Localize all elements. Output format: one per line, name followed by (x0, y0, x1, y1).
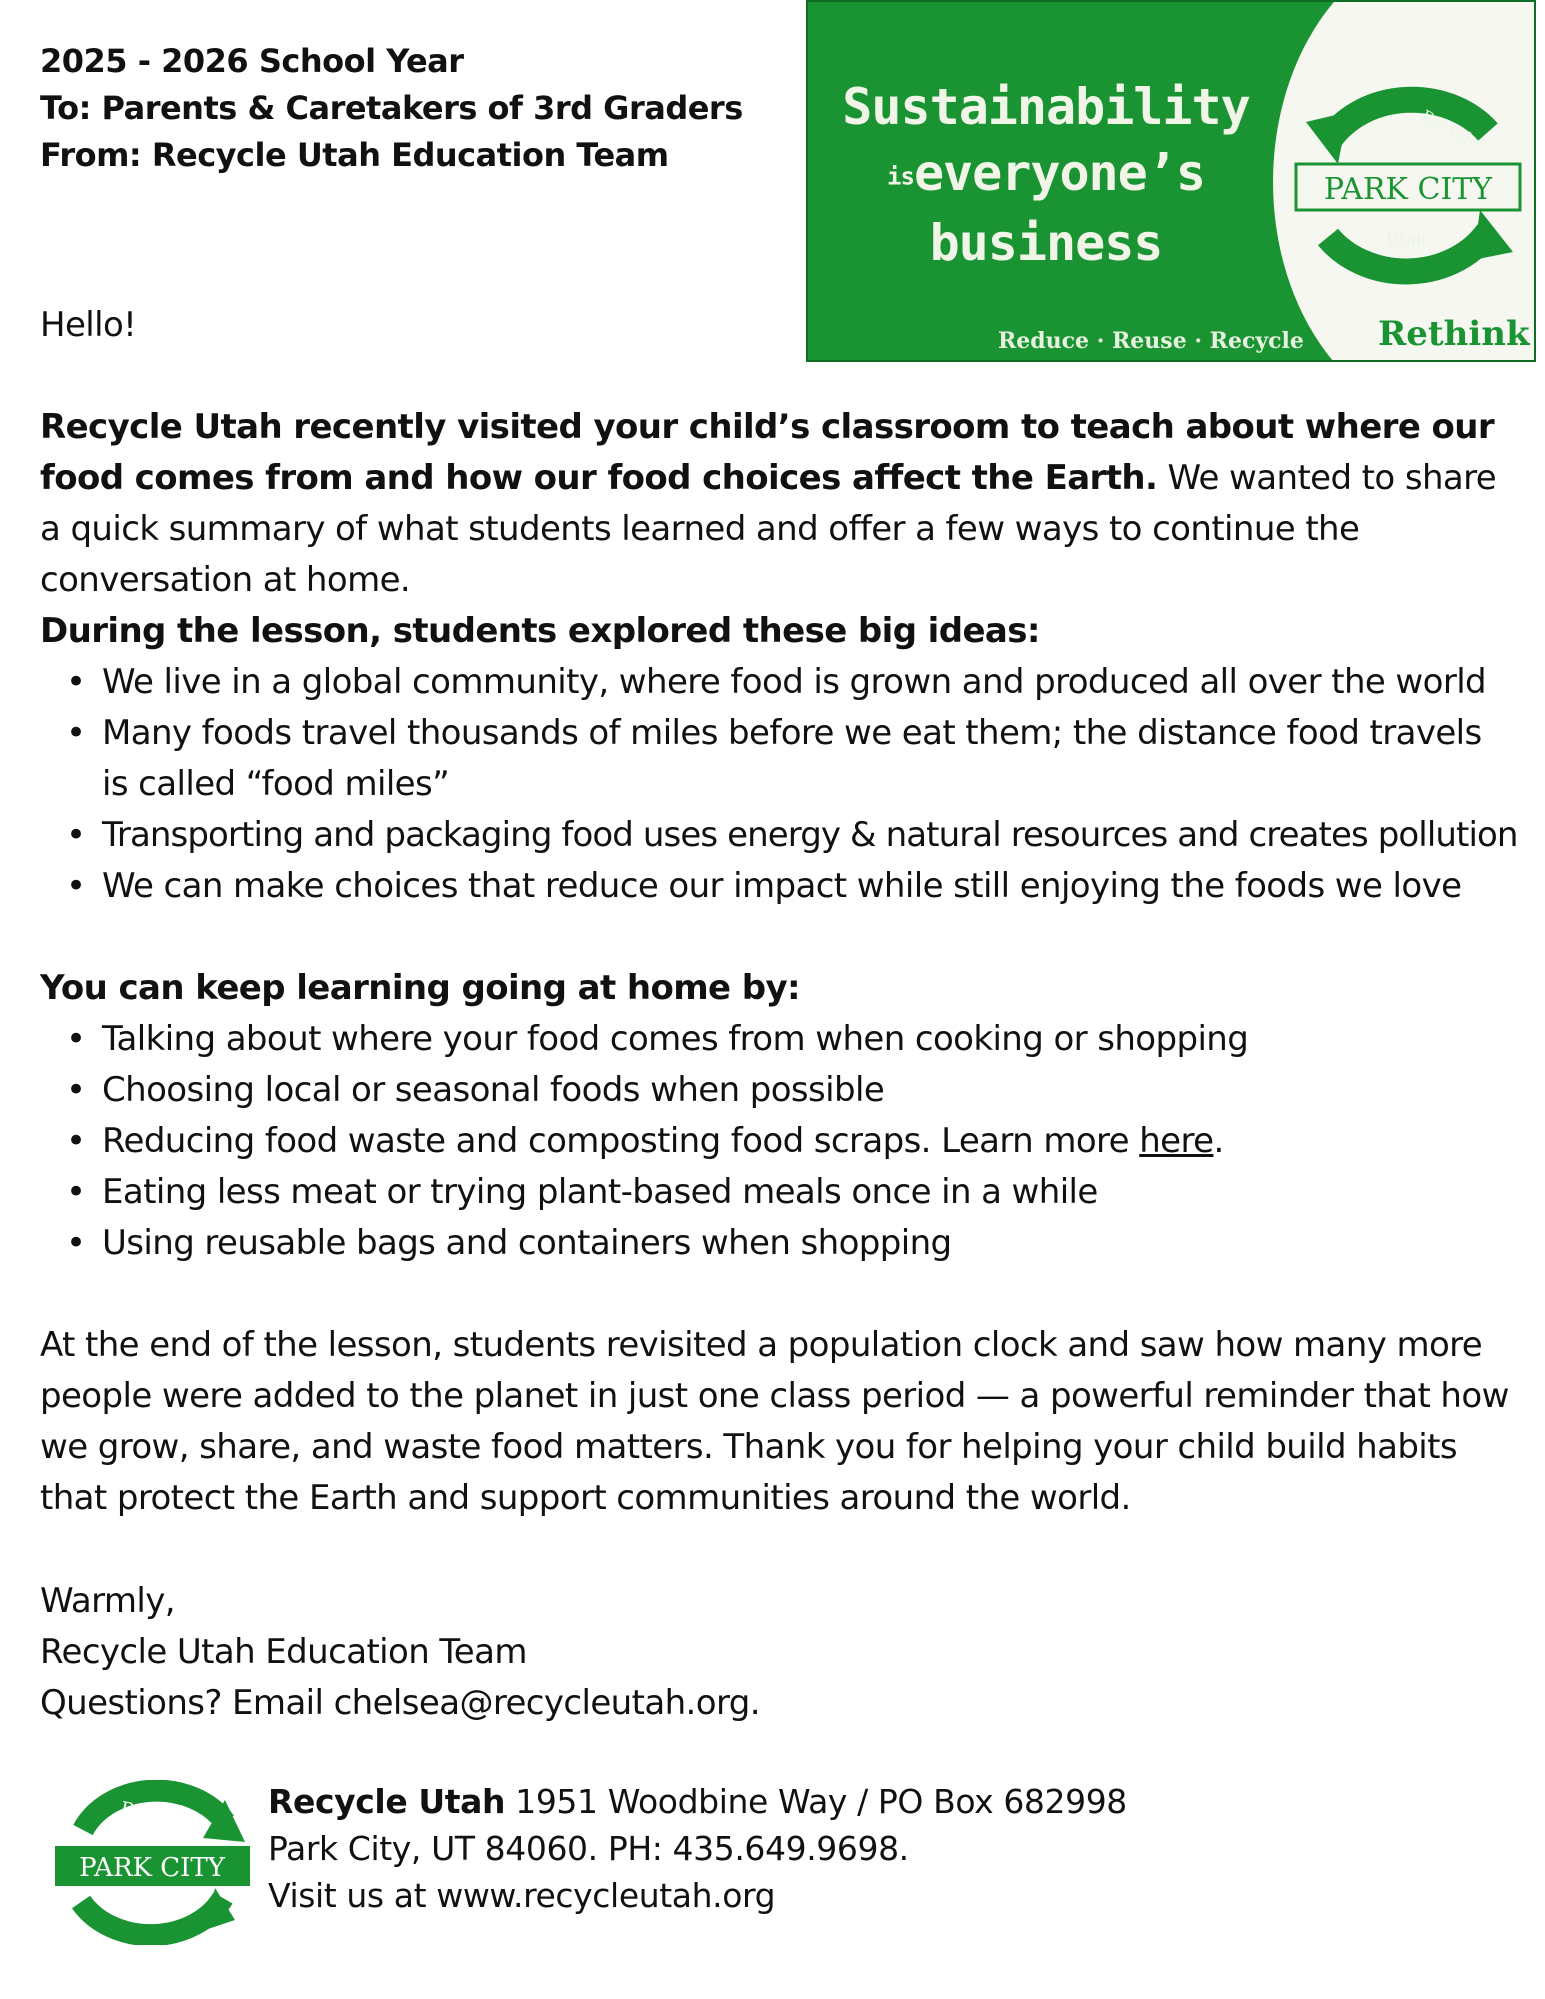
slogan-everyones: everyone’s (913, 144, 1205, 202)
logo-bottom-text: Utah (1386, 230, 1426, 249)
to-line: To: Parents & Caretakers of 3rd Graders (40, 89, 743, 127)
footer-logo-center-text: PARK CITY (79, 1853, 225, 1883)
greeting (40, 300, 1520, 351)
at-home-section (40, 963, 1520, 1269)
logo-center-text: PARK CITY (1323, 172, 1493, 207)
footer-logo-top-text: Recycle (119, 1798, 193, 1832)
list-item: • Talking about where your food comes from when cooking or shopping (40, 1014, 1520, 1065)
footer-address-line (268, 1778, 1127, 1825)
slogan-is: is (887, 162, 914, 191)
list-item: • Many foods travel thousands of miles before we eat them; the distance food travels is called “food miles” (40, 708, 1520, 810)
slogan-line-3: business (929, 213, 1163, 272)
from-line: From: Recycle Utah Education Team (40, 136, 669, 174)
signoff (40, 1576, 1520, 1729)
warmly: Warmly, (40, 1581, 175, 1621)
big-ideas-heading: During the lesson, students explored these big ideas: (40, 611, 1040, 651)
list-item-compost (40, 1116, 1520, 1167)
list-item: • Transporting and packaging food uses energy & natural resources and creates pollution (40, 810, 1520, 861)
questions-email: Questions? Email chelsea@recycleutah.org. (40, 1683, 760, 1723)
footer-recycle-logo (55, 1780, 250, 1945)
footer-address: 1951 Woodbine Way / PO Box 682998 (505, 1782, 1127, 1821)
banner-rethink: Rethink (1378, 314, 1530, 354)
list-item: • Eating less meat or trying plant-based meals once in a while (40, 1167, 1520, 1218)
logo-bottom-arrowhead (1473, 210, 1513, 260)
slogan-line-2 (826, 140, 1266, 210)
logo-top-text: Recycle (1418, 105, 1483, 153)
park-city-recycle-logo (1288, 82, 1528, 292)
big-ideas-list (40, 657, 1520, 912)
list-item: • Choosing local or seasonal foods when possible (40, 1065, 1520, 1116)
intro-rest: We wanted to share a quick summary of what students learned and offer a few ways to continue the conversation at home. (40, 458, 1497, 600)
banner-slogan (826, 74, 1266, 276)
slogan-line-1: Sustainability (842, 78, 1250, 136)
signoff-team: Recycle Utah Education Team (40, 1632, 527, 1672)
list-item: • We can make choices that reduce our impact while still enjoying the foods we love (40, 861, 1520, 912)
list-item: • We live in a global community, where food is grown and produced all over the world (40, 657, 1520, 708)
greeting-text: Hello! (40, 305, 137, 345)
list-item: • Using reusable bags and containers when shopping (40, 1218, 1520, 1269)
intro-bold: Recycle Utah recently visited your child’s classroom to teach about where our food comes from and how our food choices affect the Earth. (40, 407, 1495, 498)
letter-header (40, 38, 743, 179)
compost-end: . (1213, 1121, 1224, 1161)
compost-text: Reducing food waste and composting food scraps. Learn more (102, 1121, 1140, 1161)
at-home-heading: You can keep learning going at home by: (40, 968, 801, 1008)
intro-paragraph (40, 402, 1520, 606)
banner-motto: Reduce · Reuse · Recycle (998, 328, 1304, 354)
footer-org: Recycle Utah (268, 1782, 506, 1821)
big-ideas-section (40, 606, 1520, 912)
footer-contact (268, 1778, 1127, 1919)
logo-top-arrowhead (1306, 112, 1348, 164)
at-home-list (40, 1014, 1520, 1269)
closing-text: At the end of the lesson, students revisited a population clock and saw how many more people were added to the planet in just one class period — a powerful reminder that how we grow, share, and waste food matters. Thank you for helping your child build habits that protect the Earth and support communities around the world. (40, 1325, 1509, 1518)
closing-paragraph (40, 1320, 1520, 1524)
school-year: 2025 - 2026 School Year (40, 42, 464, 80)
footer-city-phone: Park City, UT 84060. PH: 435.649.9698. (268, 1829, 909, 1868)
footer-logo-bottom-text: Utah (128, 1902, 172, 1922)
footer-website: Visit us at www.recycleutah.org (268, 1876, 776, 1915)
learn-more-link[interactable]: here (1139, 1121, 1214, 1161)
